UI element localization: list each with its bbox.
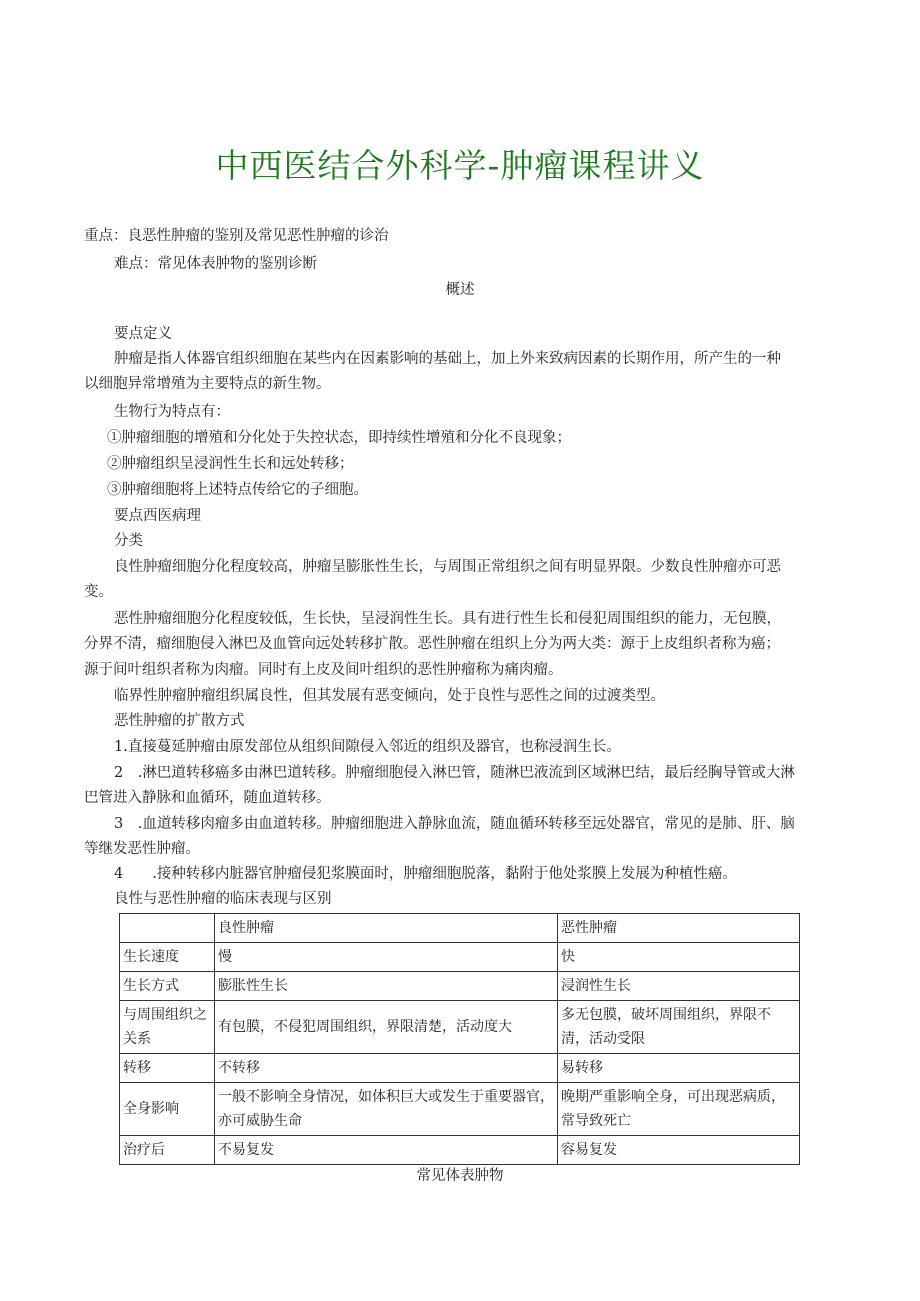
table-cell: 膨胀性生长 [215, 972, 558, 1001]
table-cell: 生长速度 [120, 943, 215, 972]
table-cell: 多无包膜，破坏周围组织，界限不清，活动受限 [558, 1001, 800, 1054]
spread-item-4: 4 .接种转移内脏器官肿瘤侵犯浆膜面时，肿瘤细胞脱落，黏附于他处浆膜上发展为种植性癌。 [114, 866, 737, 882]
table-row [120, 1054, 800, 1083]
definition-paragraph-line-1: 肿瘤是指人体器官组织细胞在某些内在因素影响的基础上，加上外来致病因素的长期作用，所产生的一种 [114, 351, 781, 367]
spread-item-1: 1.直接蔓延肿瘤由原发部位从组织间隙侵入邻近的组织及器官，也称浸润生长。 [114, 739, 621, 755]
borderline-paragraph: 临界性肿瘤肿瘤组织属良性，但其发展有恶变倾向，处于良性与恶性之间的过渡类型。 [114, 688, 665, 704]
malignant-paragraph-line-3: 源于间叶组织者称为肉瘤。同时有上皮及间叶组织的恶性肿瘤称为痛肉瘤。 [84, 662, 563, 678]
table-cell: 转移 [120, 1054, 215, 1083]
malignant-paragraph-line-1: 恶性肿瘤细胞分化程度较低，生长快，呈浸润性生长。具有进行性生长和侵犯周围组织的能力，无包膜， [114, 611, 781, 627]
bio-behavior-item-2: ②肿瘤组织呈浸润性生长和远处转移； [107, 456, 354, 472]
document-title: 中西医结合外科学-肿瘤课程讲义 [215, 146, 705, 185]
table-header-row [120, 914, 800, 943]
table-header-cell [120, 914, 215, 943]
section-common-heading: 常见体表肿物 [416, 1168, 504, 1184]
table-cell: 一般不影响全身情况，如体积巨大或发生于重要器官，亦可威胁生命 [215, 1083, 558, 1136]
table-cell: 晚期严重影响全身，可出现恶病质，常导致死亡 [558, 1083, 800, 1136]
table-cell: 快 [558, 943, 800, 972]
table-cell: 不易复发 [215, 1136, 558, 1165]
spread-item-3-line-1: 3 .血道转移肉瘤多由血道转移。肿瘤细胞进入静脉血流，随血循环转移至远处器官，常见的是肺、肝、脑 [114, 816, 795, 832]
table-row [120, 1083, 800, 1136]
difficult-point: 难点：常见体表肿物的鉴别诊断 [114, 256, 317, 272]
malignant-paragraph-line-2: 分界不清，瘤细胞侵入淋巴及血管向远处转移扩散。恶性肿瘤在组织上分为两大类：源于上皮组织者称为癌； [84, 636, 780, 652]
spread-item-2-line-1: 2 .淋巴道转移癌多由淋巴道转移。肿瘤细胞侵入淋巴管，随淋巴液流到区域淋巴结，最后经胸导管或大淋 [114, 765, 795, 781]
table-row [120, 1136, 800, 1165]
pathology-heading: 要点西医病理 [114, 508, 201, 524]
table-cell: 生长方式 [120, 972, 215, 1001]
table-row [120, 972, 800, 1001]
definition-heading: 要点定义 [114, 326, 172, 342]
table-header-cell: 恶性肿瘤 [558, 914, 800, 943]
section-overview-heading: 概述 [445, 282, 475, 298]
table-cell: 慢 [215, 943, 558, 972]
spread-heading: 恶性肿瘤的扩散方式 [114, 713, 245, 729]
bio-behavior-item-1: ①肿瘤细胞的增殖和分化处于失控状态，即持续性增殖和分化不良现象； [107, 430, 571, 446]
bio-behavior-item-3: ③肿瘤细胞将上述特点传给它的子细胞。 [107, 482, 368, 498]
spread-item-3-line-2: 等继发恶性肿瘤。 [84, 841, 200, 857]
table-caption: 良性与恶性肿瘤的临床表现与区别 [114, 891, 332, 907]
table-cell: 全身影响 [120, 1083, 215, 1136]
table-cell: 浸润性生长 [558, 972, 800, 1001]
bio-behavior-heading: 生物行为特点有： [114, 404, 230, 420]
table-cell: 治疗后 [120, 1136, 215, 1165]
table-cell: 与周围组织之关系 [120, 1001, 215, 1054]
comparison-table [119, 913, 800, 1165]
key-point: 重点：良恶性肿瘤的鉴别及常见恶性肿瘤的诊治 [84, 228, 389, 244]
table-cell: 有包膜，不侵犯周围组织，界限清楚，活动度大 [215, 1001, 558, 1054]
table-cell: 容易复发 [558, 1136, 800, 1165]
benign-paragraph-line-2: 变。 [84, 584, 113, 600]
table-cell: 易转移 [558, 1054, 800, 1083]
classification-heading: 分类 [114, 533, 143, 549]
spread-item-2-line-2: 巴管进入静脉和血循环，随血道转移。 [84, 790, 331, 806]
table-row [120, 1001, 800, 1054]
table-cell: 不转移 [215, 1054, 558, 1083]
table-row [120, 943, 800, 972]
table-header-cell: 良性肿瘤 [215, 914, 558, 943]
benign-paragraph-line-1: 良性肿瘤细胞分化程度较高，肿瘤呈膨胀性生长，与周围正常组织之间有明显界限。少数良性肿瘤亦可恶 [114, 559, 781, 575]
definition-paragraph-line-2: 以细胞异常增殖为主要特点的新生物。 [84, 376, 331, 392]
